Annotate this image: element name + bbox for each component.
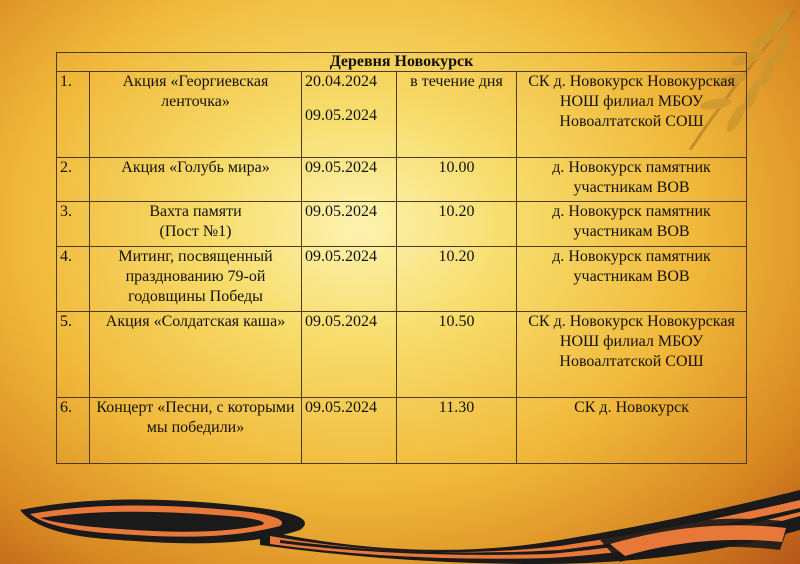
row-number: 5. <box>57 312 90 398</box>
row-number: 2. <box>57 158 90 202</box>
table-row <box>57 398 747 464</box>
event-date: 09.05.2024 <box>302 398 397 464</box>
event-place: д. Новокурск памятник участникам ВОВ <box>517 247 747 312</box>
row-number: 3. <box>57 202 90 247</box>
table-row <box>57 72 747 158</box>
event-name: Акция «Георгиевская ленточка» <box>90 72 302 158</box>
table-row <box>57 158 747 202</box>
event-date: 09.05.2024 <box>302 247 397 312</box>
event-name: Акция «Голубь мира» <box>90 158 302 202</box>
event-date: 09.05.2024 <box>302 312 397 398</box>
table-row <box>57 312 747 398</box>
event-place: СК д. Новокурск Новокурская НОШ филиал МБОУ Новоалтатской СОШ <box>517 312 747 398</box>
st-george-ribbon-icon <box>0 470 800 564</box>
row-number: 6. <box>57 398 90 464</box>
event-time: 10.00 <box>397 158 517 202</box>
event-date: 09.05.2024 <box>302 202 397 247</box>
event-date: 20.04.2024 09.05.2024 <box>302 72 397 158</box>
event-time: 10.20 <box>397 202 517 247</box>
event-name: Концерт «Песни, с которыми мы победили» <box>90 398 302 464</box>
event-place: д. Новокурск памятник участникам ВОВ <box>517 158 747 202</box>
event-place: СК д. Новокурск Новокурская НОШ филиал МБОУ Новоалтатской СОШ <box>517 72 747 158</box>
table-row <box>57 202 747 247</box>
event-date-end: 09.05.2024 <box>305 107 377 124</box>
event-name: Акция «Солдатская каша» <box>90 312 302 398</box>
event-place: д. Новокурск памятник участникам ВОВ <box>517 202 747 247</box>
table-row <box>57 247 747 312</box>
event-time: 10.20 <box>397 247 517 312</box>
event-place: СК д. Новокурск <box>517 398 747 464</box>
event-time: 11.30 <box>397 398 517 464</box>
event-time: в течение дня <box>397 72 517 158</box>
row-number: 4. <box>57 247 90 312</box>
event-date: 09.05.2024 <box>302 158 397 202</box>
event-time: 10.50 <box>397 312 517 398</box>
event-name: Вахта памяти (Пост №1) <box>90 202 302 247</box>
table-title: Деревня Новокурск <box>57 53 747 72</box>
table-title-row <box>57 53 747 72</box>
event-name: Митинг, посвященный празднованию 79-ой годовщины Победы <box>90 247 302 312</box>
row-number: 1. <box>57 72 90 158</box>
schedule-table <box>56 52 747 464</box>
